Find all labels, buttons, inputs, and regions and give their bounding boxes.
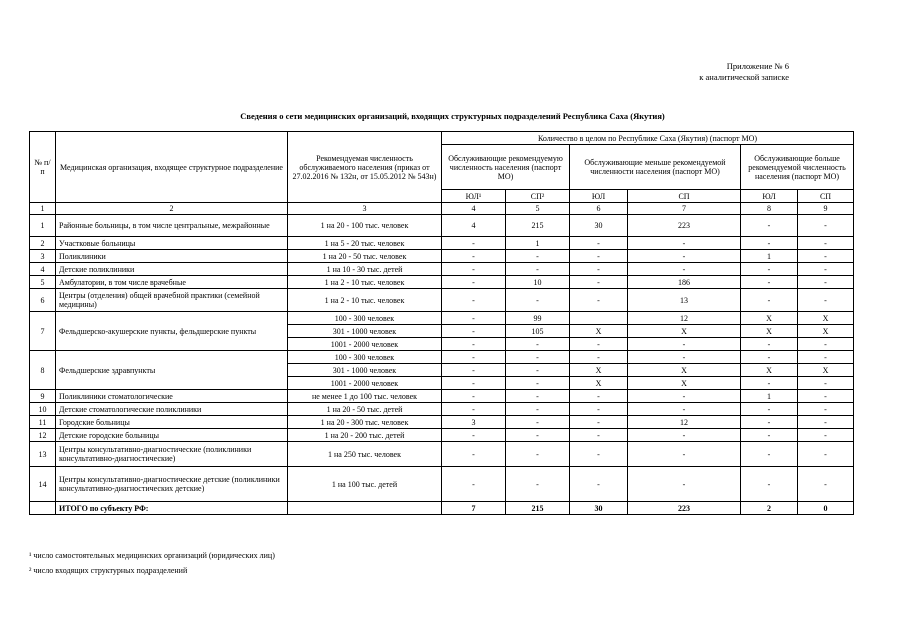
value-cell: 12 [628,416,741,429]
header-yul: ЮЛ [570,190,628,203]
value-cell: - [798,442,854,467]
column-number: 2 [56,203,288,215]
value-cell: 13 [628,289,741,312]
value-cell: Х [628,377,741,390]
value-cell: - [570,429,628,442]
value-cell: Х [741,364,798,377]
row-number: 11 [30,416,56,429]
value-cell: 3 [442,416,506,429]
value-cell: Х [798,312,854,325]
recommended-population: 1 на 2 - 10 тыс. человек [288,289,442,312]
value-cell: 4 [442,215,506,237]
row-number: 8 [30,351,56,390]
value-cell: 7 [442,502,506,515]
value-cell: - [442,276,506,289]
table-row [30,312,854,325]
value-cell: - [442,325,506,338]
medical-network-table [29,131,854,515]
value-cell: Х [741,325,798,338]
value-cell: - [442,289,506,312]
header-num: № п/п [30,132,56,203]
value-cell: 99 [506,312,570,325]
row-number: 2 [30,237,56,250]
value-cell: - [741,403,798,416]
column-number: 3 [288,203,442,215]
value-cell: 186 [628,276,741,289]
header-group-2: Обслуживающие меньше рекомендуемой численности населения (паспорт МО) [570,145,741,190]
header-org: Медицинская организация, входящее структурное подразделение [56,132,288,203]
header-sp: СП² [506,190,570,203]
value-cell: - [570,289,628,312]
table-row [30,237,854,250]
value-cell: Х [570,325,628,338]
value-cell: - [628,338,741,351]
value-cell: - [570,416,628,429]
value-cell: 30 [570,215,628,237]
value-cell: - [442,263,506,276]
value-cell: - [741,416,798,429]
row-number: 9 [30,390,56,403]
column-number: 8 [741,203,798,215]
recommended-population: 1 на 20 - 200 тыс. детей [288,429,442,442]
value-cell: - [798,377,854,390]
total-row [30,502,854,515]
column-number: 5 [506,203,570,215]
row-number: 13 [30,442,56,467]
value-cell: - [741,215,798,237]
value-cell: - [506,416,570,429]
value-cell: Х [798,364,854,377]
value-cell: Х [628,325,741,338]
recommended-population: 1 на 5 - 20 тыс. человек [288,237,442,250]
table-row [30,429,854,442]
value-cell: - [442,250,506,263]
row-number: 12 [30,429,56,442]
value-cell: - [442,467,506,502]
appendix-line-1: Приложение № 6 [726,61,789,71]
value-cell: - [798,215,854,237]
value-cell: - [628,263,741,276]
value-cell: - [628,442,741,467]
column-number: 7 [628,203,741,215]
value-cell: 12 [628,312,741,325]
recommended-population: 100 - 300 человек [288,351,442,364]
recommended-population: 301 - 1000 человек [288,364,442,377]
recommended-population: 1 на 20 - 50 тыс. человек [288,250,442,263]
value-cell: - [798,237,854,250]
recommended-population: 100 - 300 человек [288,312,442,325]
footnote-1: ¹ число самостоятельных медицинских организаций (юридических лиц) [29,551,275,560]
value-cell: - [570,351,628,364]
value-cell: - [506,351,570,364]
value-cell: - [506,442,570,467]
value-cell: 0 [798,502,854,515]
value-cell: 1 [741,250,798,263]
table-row [30,416,854,429]
value-cell: - [741,377,798,390]
total-label: ИТОГО по субъекту РФ: [56,502,288,515]
value-cell: - [628,467,741,502]
table-row [30,390,854,403]
org-name: Поликлиники стоматологические [56,390,288,403]
value-cell: - [442,351,506,364]
value-cell: - [628,351,741,364]
table-row [30,289,854,312]
value-cell: - [570,250,628,263]
header-sp: СП [798,190,854,203]
value-cell: - [798,416,854,429]
column-number-row [30,203,854,215]
value-cell: - [570,403,628,416]
value-cell: - [442,442,506,467]
table-row [30,403,854,416]
appendix-note [699,61,789,83]
value-cell: - [570,467,628,502]
value-cell: - [506,338,570,351]
total-empty-cell [30,502,56,515]
value-cell: 2 [741,502,798,515]
table-row [30,250,854,263]
recommended-population: 1 на 20 - 100 тыс. человек [288,215,442,237]
footnote-2: ² число входящих структурных подразделений [29,566,188,575]
value-cell: - [570,390,628,403]
value-cell [570,312,628,325]
column-number: 1 [30,203,56,215]
value-cell: - [798,250,854,263]
value-cell: - [798,403,854,416]
value-cell: - [570,276,628,289]
value-cell: 223 [628,215,741,237]
table-row [30,276,854,289]
row-number: 5 [30,276,56,289]
header-sp: СП [628,190,741,203]
value-cell: - [442,312,506,325]
recommended-population: 301 - 1000 человек [288,325,442,338]
value-cell: - [628,429,741,442]
value-cell: - [798,351,854,364]
value-cell: - [506,390,570,403]
header-total: Количество в целом по Республике Саха (Якутия) (паспорт МО) [442,132,854,145]
value-cell: - [570,442,628,467]
value-cell: - [442,377,506,390]
value-cell: - [798,390,854,403]
column-number: 4 [442,203,506,215]
value-cell: 215 [506,502,570,515]
org-name: Амбулатории, в том числе врачебные [56,276,288,289]
row-number: 14 [30,467,56,502]
value-cell: - [741,237,798,250]
org-name: Центры консультативно-диагностические детские (поликлиники консультативно-диагностических детские) [56,467,288,502]
value-cell: - [442,403,506,416]
value-cell: 105 [506,325,570,338]
value-cell: - [506,377,570,390]
row-number: 7 [30,312,56,351]
recommended-population: 1 на 20 - 50 тыс. детей [288,403,442,416]
value-cell: 215 [506,215,570,237]
row-number: 1 [30,215,56,237]
value-cell: - [442,390,506,403]
value-cell: - [741,289,798,312]
value-cell: - [628,403,741,416]
value-cell: - [798,263,854,276]
org-name: Районные больницы, в том числе центральные, межрайонные [56,215,288,237]
value-cell: - [506,429,570,442]
value-cell: Х [741,312,798,325]
value-cell: - [506,263,570,276]
org-name: Детские стоматологические поликлиники [56,403,288,416]
value-cell: 1 [506,237,570,250]
row-number: 10 [30,403,56,416]
org-name: Детские городские больницы [56,429,288,442]
table-row [30,351,854,364]
value-cell: - [798,467,854,502]
value-cell: - [741,338,798,351]
header-row [30,132,854,145]
value-cell: - [798,276,854,289]
document-title: Сведения о сети медицинских организаций, входящих структурных подразделений Республика Саха (Якутия) [240,111,665,121]
column-number: 6 [570,203,628,215]
table-row [30,467,854,502]
value-cell: - [628,237,741,250]
recommended-population: 1001 - 2000 человек [288,377,442,390]
value-cell: - [570,237,628,250]
column-number: 9 [798,203,854,215]
value-cell: - [442,364,506,377]
recommended-population: 1 на 100 тыс. детей [288,467,442,502]
value-cell: 30 [570,502,628,515]
value-cell: 1 [741,390,798,403]
appendix-line-2: к аналитической записке [699,72,789,82]
recommended-population: 1 на 250 тыс. человек [288,442,442,467]
recommended-population: 1 на 10 - 30 тыс. детей [288,263,442,276]
header-group-1: Обслуживающие рекомендуемую численность населения (паспорт МО) [442,145,570,190]
footnotes [29,551,275,581]
value-cell: - [506,250,570,263]
recommended-population: 1 на 2 - 10 тыс. человек [288,276,442,289]
value-cell: Х [570,364,628,377]
org-name: Городские больницы [56,416,288,429]
org-name: Фельдшерские здравпункты [56,351,288,390]
total-empty-cell [288,502,442,515]
value-cell: Х [628,364,741,377]
recommended-population: 1 на 20 - 300 тыс. человек [288,416,442,429]
value-cell: - [506,403,570,416]
value-cell: - [741,351,798,364]
table-row [30,263,854,276]
recommended-population: не менее 1 до 100 тыс. человек [288,390,442,403]
value-cell: 10 [506,276,570,289]
row-number: 3 [30,250,56,263]
value-cell: - [570,338,628,351]
value-cell: - [798,338,854,351]
value-cell: - [741,429,798,442]
value-cell: - [798,429,854,442]
header-rec: Рекомендуемая численность обслуживаемого населения (приказ от 27.02.2016 № 132н, от 15.05.2012 № 543н) [288,132,442,203]
value-cell: - [741,467,798,502]
org-name: Поликлиники [56,250,288,263]
value-cell: Х [570,377,628,390]
row-number: 6 [30,289,56,312]
header-yul: ЮЛ¹ [442,190,506,203]
table-row [30,215,854,237]
value-cell: - [628,390,741,403]
header-yul: ЮЛ [741,190,798,203]
value-cell: - [741,276,798,289]
value-cell: - [506,467,570,502]
value-cell: 223 [628,502,741,515]
value-cell: - [506,364,570,377]
org-name: Детские поликлиники [56,263,288,276]
value-cell: Х [798,325,854,338]
row-number: 4 [30,263,56,276]
org-name: Участковые больницы [56,237,288,250]
org-name: Центры консультативно-диагностические (поликлиники консультативно-диагностические) [56,442,288,467]
value-cell: - [798,289,854,312]
value-cell: - [741,263,798,276]
value-cell: - [741,442,798,467]
recommended-population: 1001 - 2000 человек [288,338,442,351]
table-row [30,442,854,467]
org-name: Центры (отделения) общей врачебной практики (семейной медицины) [56,289,288,312]
value-cell: - [628,250,741,263]
header-group-3: Обслуживающие больше рекомендуемой численность населения (паспорт МО) [741,145,854,190]
value-cell: - [506,289,570,312]
value-cell: - [570,263,628,276]
value-cell: - [442,338,506,351]
org-name: Фельдшерско-акушерские пункты, фельдшерские пункты [56,312,288,351]
value-cell: - [442,237,506,250]
value-cell: - [442,429,506,442]
